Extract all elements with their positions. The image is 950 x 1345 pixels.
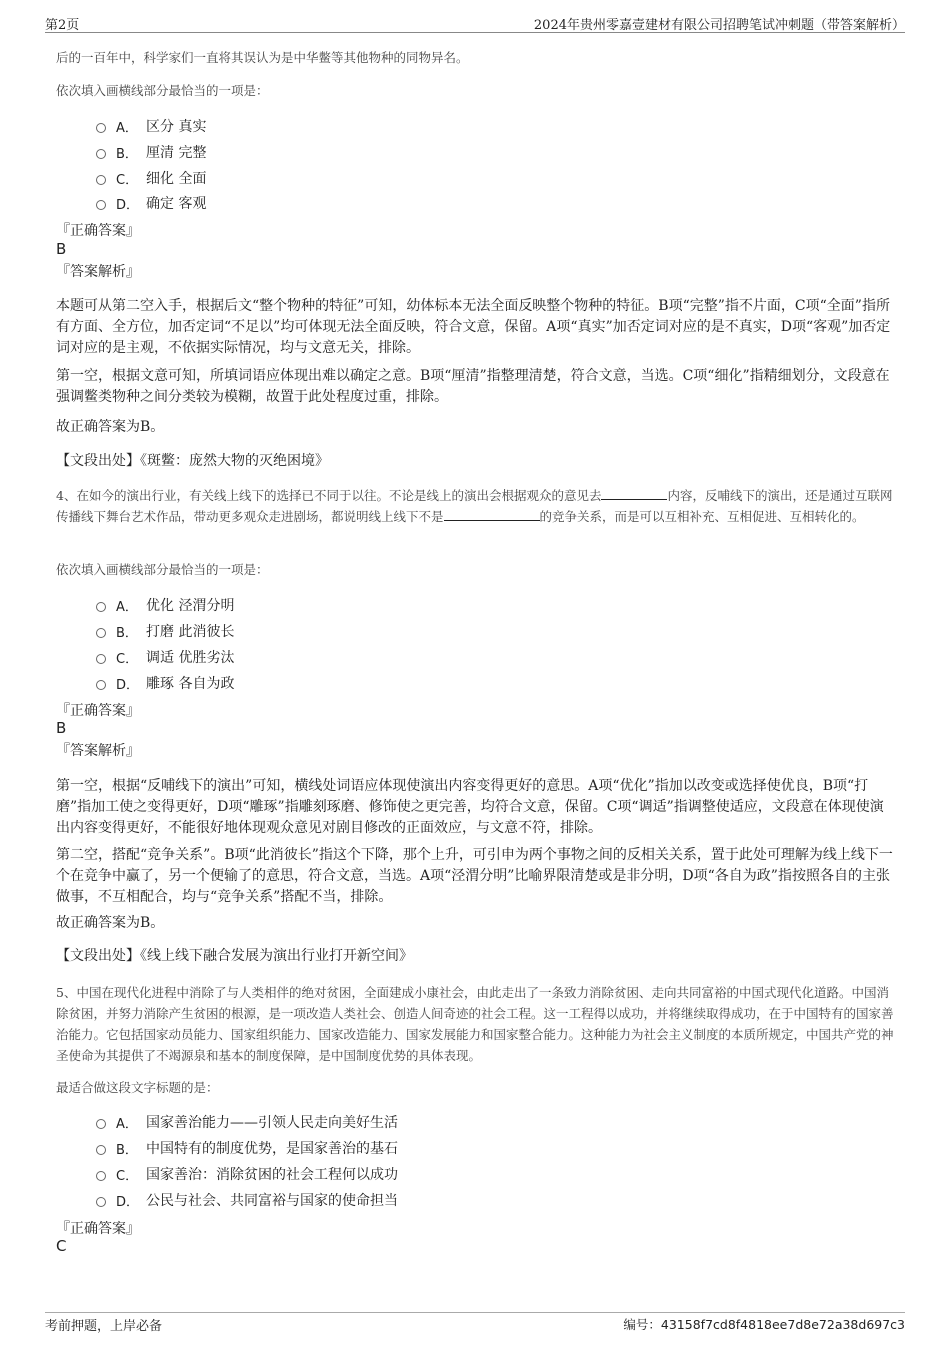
q4-source xyxy=(56,946,894,967)
radio-icon[interactable] xyxy=(96,123,106,133)
source-title: 《斑鳖：庞然大物的灭绝困境》 xyxy=(140,453,329,469)
page-header xyxy=(45,14,905,33)
q4-option-c[interactable]: C． 调适 优胜劣汰 xyxy=(96,647,234,667)
option-text: 雕琢 各自为政 xyxy=(146,676,235,692)
q5-answer-label: 『正确答案』 xyxy=(56,1221,140,1237)
option-text: 国家善治：消除贫困的社会工程何以成功 xyxy=(146,1167,398,1183)
q3-option-c[interactable]: C． 细化 全面 xyxy=(96,168,206,188)
option-text: 公民与社会、共同富裕与国家的使命担当 xyxy=(146,1193,398,1209)
q5-option-c[interactable]: C． 国家善治：消除贫困的社会工程何以成功 xyxy=(96,1164,398,1184)
option-text: 厘清 完整 xyxy=(146,145,207,161)
q3-analysis-1: 本题可从第二空入手，根据后文“整个物种的特征”可知，幼体标本无法全面反映整个物种的特征。B项“完整”指不片面，C项“全面”指所有方面、全方位，加否定词“不足以”均可体现无法全面反映，符合文意，保留。A项“真实”加否定词对应的是不真实，D项“客观”加否定词对应的是主观，不依据实际情况，均与文意无关，排除。 xyxy=(56,298,891,356)
q3-answer-label: 『正确答案』 xyxy=(56,223,140,239)
page-number: 第2页 xyxy=(45,18,80,33)
radio-icon[interactable] xyxy=(96,602,106,612)
q5-option-b[interactable]: B． 中国特有的制度优势，是国家善治的基石 xyxy=(96,1138,398,1158)
q3-stem-tail: 后的一百年中，科学家们一直将其误认为是中华鳖等其他物种的同物异名。 xyxy=(56,50,469,65)
q4-option-b[interactable]: B． 打磨 此消彼长 xyxy=(96,621,234,641)
source-title: 《线上线下融合发展为演出行业打开新空间》 xyxy=(140,948,413,964)
blank-line-2 xyxy=(444,508,540,521)
option-text: 中国特有的制度优势，是国家善治的基石 xyxy=(146,1141,398,1157)
radio-icon[interactable] xyxy=(96,654,106,664)
document-title: 2024年贵州零嘉壹建材有限公司招聘笔试冲刺题（带答案解析） xyxy=(533,18,905,33)
option-text: 国家善治能力——引领人民走向美好生活 xyxy=(146,1115,398,1131)
radio-icon[interactable] xyxy=(96,628,106,638)
q4-option-d[interactable]: D． 雕琢 各自为政 xyxy=(96,673,234,693)
option-text: 确定 客观 xyxy=(146,196,207,212)
radio-icon[interactable] xyxy=(96,1171,106,1181)
option-text: 优化 泾渭分明 xyxy=(146,598,235,614)
q4-answer: B xyxy=(56,719,67,737)
q5-option-d[interactable]: D． 公民与社会、共同富裕与国家的使命担当 xyxy=(96,1190,398,1210)
q3-option-d[interactable]: D． 确定 客观 xyxy=(96,193,206,213)
q5-answer: C xyxy=(56,1237,67,1255)
radio-icon[interactable] xyxy=(96,175,106,185)
source-label: 【文段出处】 xyxy=(56,948,140,964)
page-footer xyxy=(45,1312,905,1335)
q4-answer-label: 『正确答案』 xyxy=(56,703,140,719)
option-text: 细化 全面 xyxy=(146,171,207,187)
option-text: 调适 优胜劣汰 xyxy=(146,650,235,666)
q4-analysis-label: 『答案解析』 xyxy=(56,743,140,759)
q5-stem: 5、中国在现代化进程中消除了与人类相伴的绝对贫困，全面建成小康社会，由此走出了一条致力消除贫困、走向共同富裕的中国式现代化道路。中国消除贫困，并努力消除产生贫困的根源，是一项改造人类社会、创造人间奇迹的社会工程。这一工程得以成功，并将继续取得成功，在于中国特有的国家善治能力。它包括国家动员能力、国家组织能力、国家改造能力、国家发展能力和国家整合能力。这种能力为社会主义制度的本质所规定，中国共产党的神圣使命为其提供了不竭源泉和基本的制度保障，是中国制度优势的具体表现。 xyxy=(56,985,894,1063)
option-text: 区分 真实 xyxy=(146,119,207,135)
blank-line-1 xyxy=(601,487,667,500)
q3-answer: B xyxy=(56,240,67,258)
q3-option-a[interactable]: A． 区分 真实 xyxy=(96,116,206,136)
q3-prompt: 依次填入画横线部分最恰当的一项是： xyxy=(56,83,269,98)
option-text: 打磨 此消彼长 xyxy=(146,624,235,640)
document-code: 编号：43158f7cd8f4818ee7d8e72a38d697c3 xyxy=(623,1317,905,1332)
q4-analysis-2: 第二空，搭配“竞争关系”。B项“此消彼长”指这个下降，那个上升，可引申为两个事物之间的反相关关系，置于此处可理解为线上线下一个在竞争中赢了，另一个便输了的意思，符合文意，当选。A项“泾渭分明”比喻界限清楚或是非分明，D项“各自为政”指按照各自的主张做事，不互相配合，均与“竞争关系”搭配不当，排除。 xyxy=(56,847,893,905)
q4-stem: 4、在如今的演出行业，有关线上线下的选择已不同于以往。不论是线上的演出会根据观众的意见去 内容，反哺线下的演出，还是通过互联网传播线下舞台艺术作品，带动更多观众走进剧场，都说明线上线下不是 的竞争关系，而是可以互相补充、互相促进、互相转化的。 xyxy=(56,488,893,524)
q4-option-a[interactable]: A． 优化 泾渭分明 xyxy=(96,595,234,615)
q5-option-a[interactable]: A． 国家善治能力——引领人民走向美好生活 xyxy=(96,1112,398,1132)
radio-icon[interactable] xyxy=(96,1197,106,1207)
q3-source xyxy=(56,451,894,472)
radio-icon[interactable] xyxy=(96,1145,106,1155)
q3-analysis-2: 第一空，根据文意可知，所填词语应体现出难以确定之意。B项“厘清”指整理清楚，符合文意，当选。C项“细化”指精细划分，文段意在强调鳖类物种之间分类较为模糊，故置于此处程度过重，排除。 xyxy=(56,368,890,405)
q3-option-b[interactable]: B． 厘清 完整 xyxy=(96,142,206,162)
q4-analysis-3: 故正确答案为B。 xyxy=(56,915,165,931)
q3-analysis-3: 故正确答案为B。 xyxy=(56,419,165,435)
radio-icon[interactable] xyxy=(96,680,106,690)
q5-prompt: 最适合做这段文字标题的是： xyxy=(56,1080,219,1095)
source-label: 【文段出处】 xyxy=(56,453,140,469)
footer-slogan: 考前押题，上岸必备 xyxy=(45,1319,163,1334)
q3-analysis-label: 『答案解析』 xyxy=(56,264,140,280)
radio-icon[interactable] xyxy=(96,1119,106,1129)
radio-icon[interactable] xyxy=(96,200,106,210)
radio-icon[interactable] xyxy=(96,149,106,159)
q4-analysis-1: 第一空，根据“反哺线下的演出”可知，横线处词语应体现使演出内容变得更好的意思。A项“优化”指加以改变或选择使优良，B项“打磨”指加工使之变得更好，D项“雕琢”指雕刻琢磨、修饰使之更完善，均符合文意，保留。C项“调适”指调整使适应，文段意在体现使演出内容变得更好，不能很好地体现观众意见对剧目修改的正面效应，与文意不符，排除。 xyxy=(56,778,884,836)
q4-prompt: 依次填入画横线部分最恰当的一项是： xyxy=(56,562,269,577)
